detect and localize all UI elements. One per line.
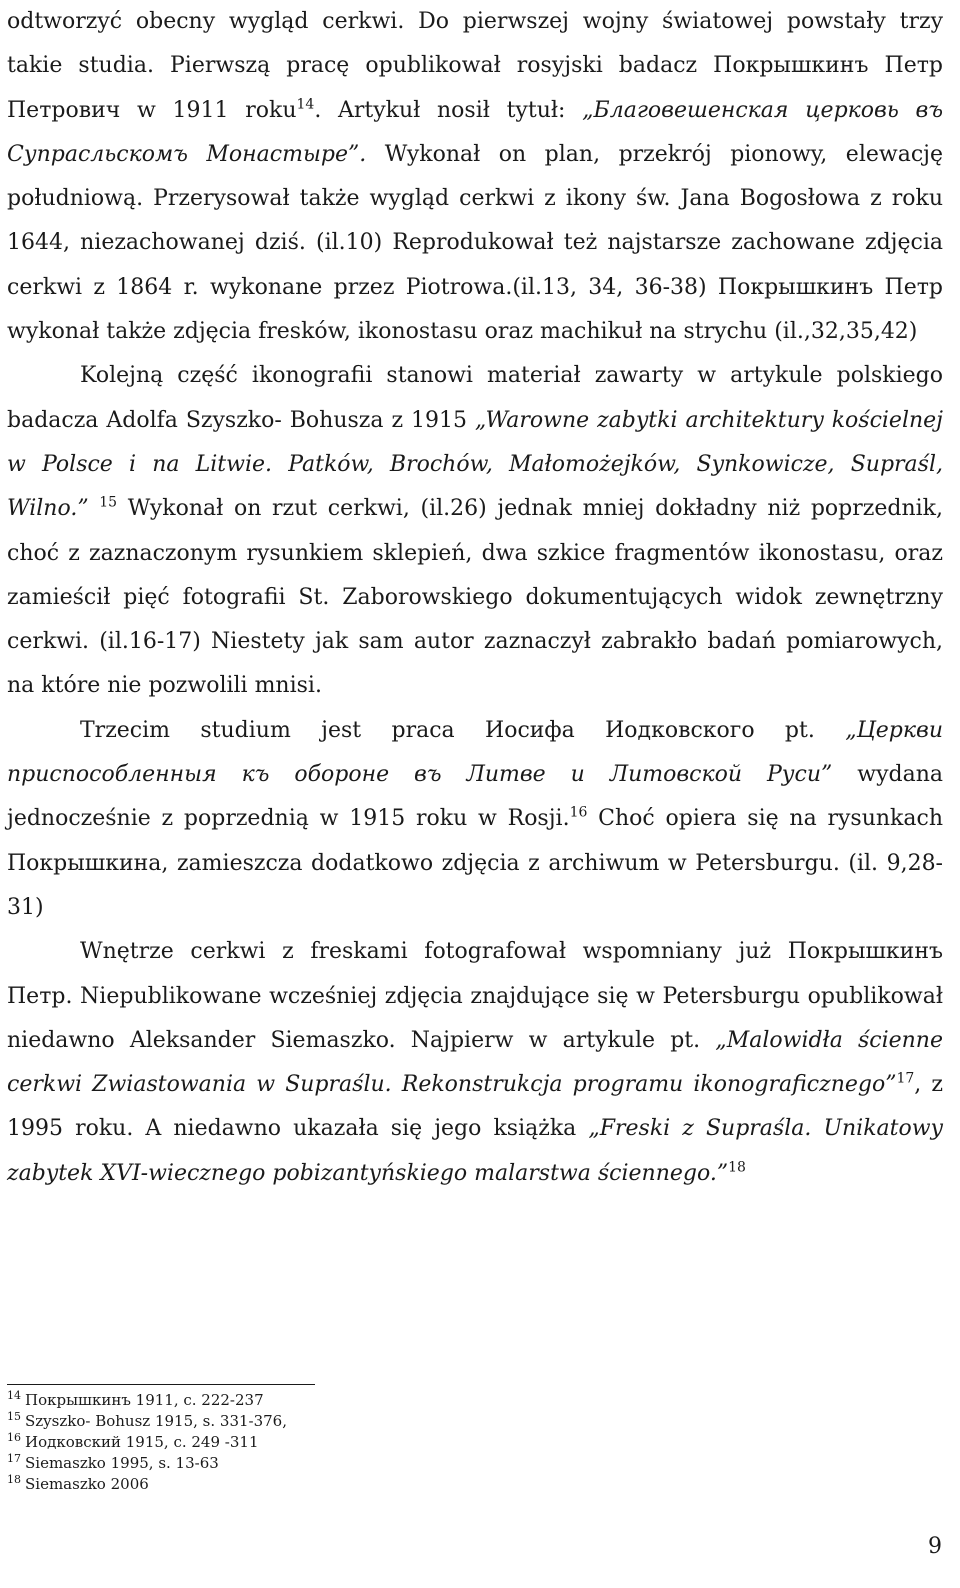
footnote: [7, 1453, 507, 1474]
italic-title-text: „Церкви приспособленныя къ обороне въ Литве и Литовской Руси”: [7, 717, 943, 788]
footnote: [7, 1432, 507, 1453]
footnote-text: Siemaszko 1995, s. 13-63: [25, 1454, 219, 1472]
footnote-reference: 17: [896, 1070, 915, 1087]
footnote-number: 15: [7, 1410, 21, 1423]
text-run: Wykonał on rzut cerkwi, (il.26) jednak mniej dokładny niż poprzednik, choć z zaznaczonym rysunkiem sklepień, dwa szkice fragmentów ikonostasu, oraz zamieścił pięć fotografii St. Zaborowskiego dokumentujących widok zewnętrzny cerkwi. (il.16-17) Niestety jak sam autor zaznaczył zabrakło badań pomiarowych, na które nie pozwolili mnisi.: [7, 496, 943, 699]
footnote: [7, 1390, 507, 1411]
footnote-text: Иодковский 1915, с. 249 -311: [25, 1433, 259, 1451]
text-run: . Artykuł nosił tytuł:: [314, 97, 583, 123]
footnote: [7, 1474, 507, 1495]
text-run: , z 1995 roku. A niedawno ukazała się jego książka: [7, 1072, 943, 1142]
text-run: Trzecim studium jest praca Иосифа Иодковского pt.: [80, 717, 846, 743]
footnote-text: Szyszko- Bohusz 1915, s. 331-376,: [25, 1412, 287, 1430]
footnote-separator: [7, 1384, 315, 1385]
footnote-reference: 15: [99, 494, 118, 511]
footnote-number: 16: [7, 1431, 21, 1444]
italic-title-text: „Malowidła ścienne cerkwi Zwiastowania w Supraślu. Rekonstrukcja programu ikonograficznego”: [7, 1027, 943, 1098]
footnote-reference: 18: [728, 1159, 746, 1176]
paragraph: [7, 709, 943, 930]
text-run: odtworzyć obecny wygląd cerkwi. Do pierwszej wojny światowej powstały trzy takie studia. Pierwszą pracę opublikował rosyjski badacz Покрышкинъ Петр Петрович w 1911 roku: [7, 9, 943, 123]
footnote-number: 17: [7, 1452, 21, 1465]
paragraph: [7, 930, 943, 1196]
text-run: Choć opiera się na rysunkach Покрышкина, zamieszcza dodatkowo zdjęcia z archiwum w Petersburgu. (il. 9,28-31): [7, 806, 943, 920]
page-number: 9: [928, 1534, 942, 1559]
italic-title-text: „Warowne zabytki architektury kościelnej w Polsce i na Litwie. Patków, Brochów, Małomożejków, Synkowicze, Supraśl, Wilno.”: [7, 407, 943, 522]
footnote-number: 14: [7, 1389, 21, 1402]
footnote-reference: 16: [569, 805, 588, 822]
footnote-text: Покрышкинъ 1911, с. 222-237: [25, 1391, 264, 1409]
text-run: Kolejną część ikonografii stanowi materiał zawarty w artykule polskiego badacza Adolfa Szyszko- Bohusza z 1915: [7, 363, 943, 433]
paragraph: [7, 0, 943, 354]
paragraph: [7, 354, 943, 708]
text-run: [89, 496, 100, 521]
body-text: [7, 0, 943, 1196]
footnote-text: Siemaszko 2006: [25, 1475, 149, 1493]
footnote-number: 18: [7, 1473, 21, 1486]
footnotes: [7, 1390, 507, 1495]
italic-title-text: „Благовешенская церковь въ Супрасльскомъ Монастыре”.: [7, 97, 943, 167]
text-run: Wykonał on plan, przekrój pionowy, elewację południową. Przerysował także wygląd cerkwi z ikony św. Jana Bogosłowa z roku 1644, niezachowanej dziś. (il.10) Reprodukował też najstarsze zachowane zdjęcia cerkwi z 1864 r. wykonane przez Piotrowa.(il.13, 34, 36-38) Покрышкинъ Петр wykonał także zdjęcia fresków, ikonostasu oraz machikuł na strychu (il.,32,35,42): [7, 141, 943, 345]
text-run: Wnętrze cerkwi z freskami fotografował wspomniany już Покрышкинъ Петр. Niepublikowane wcześniej zdjęcia znajdujące się w Petersburgu opublikował niedawno Aleksander Siemaszko. Najpierw w artykule pt.: [7, 939, 943, 1053]
footnote: [7, 1411, 507, 1432]
italic-title-text: „Freski z Supraśla. Unikatowy zabytek XVI-wiecznego pobizantyńskiego malarstwa ściennego.”: [7, 1116, 943, 1186]
text-run: wydana jednocześnie z poprzednią w 1915 roku w Rosji.: [7, 762, 943, 832]
footnote-reference: 14: [296, 96, 315, 113]
